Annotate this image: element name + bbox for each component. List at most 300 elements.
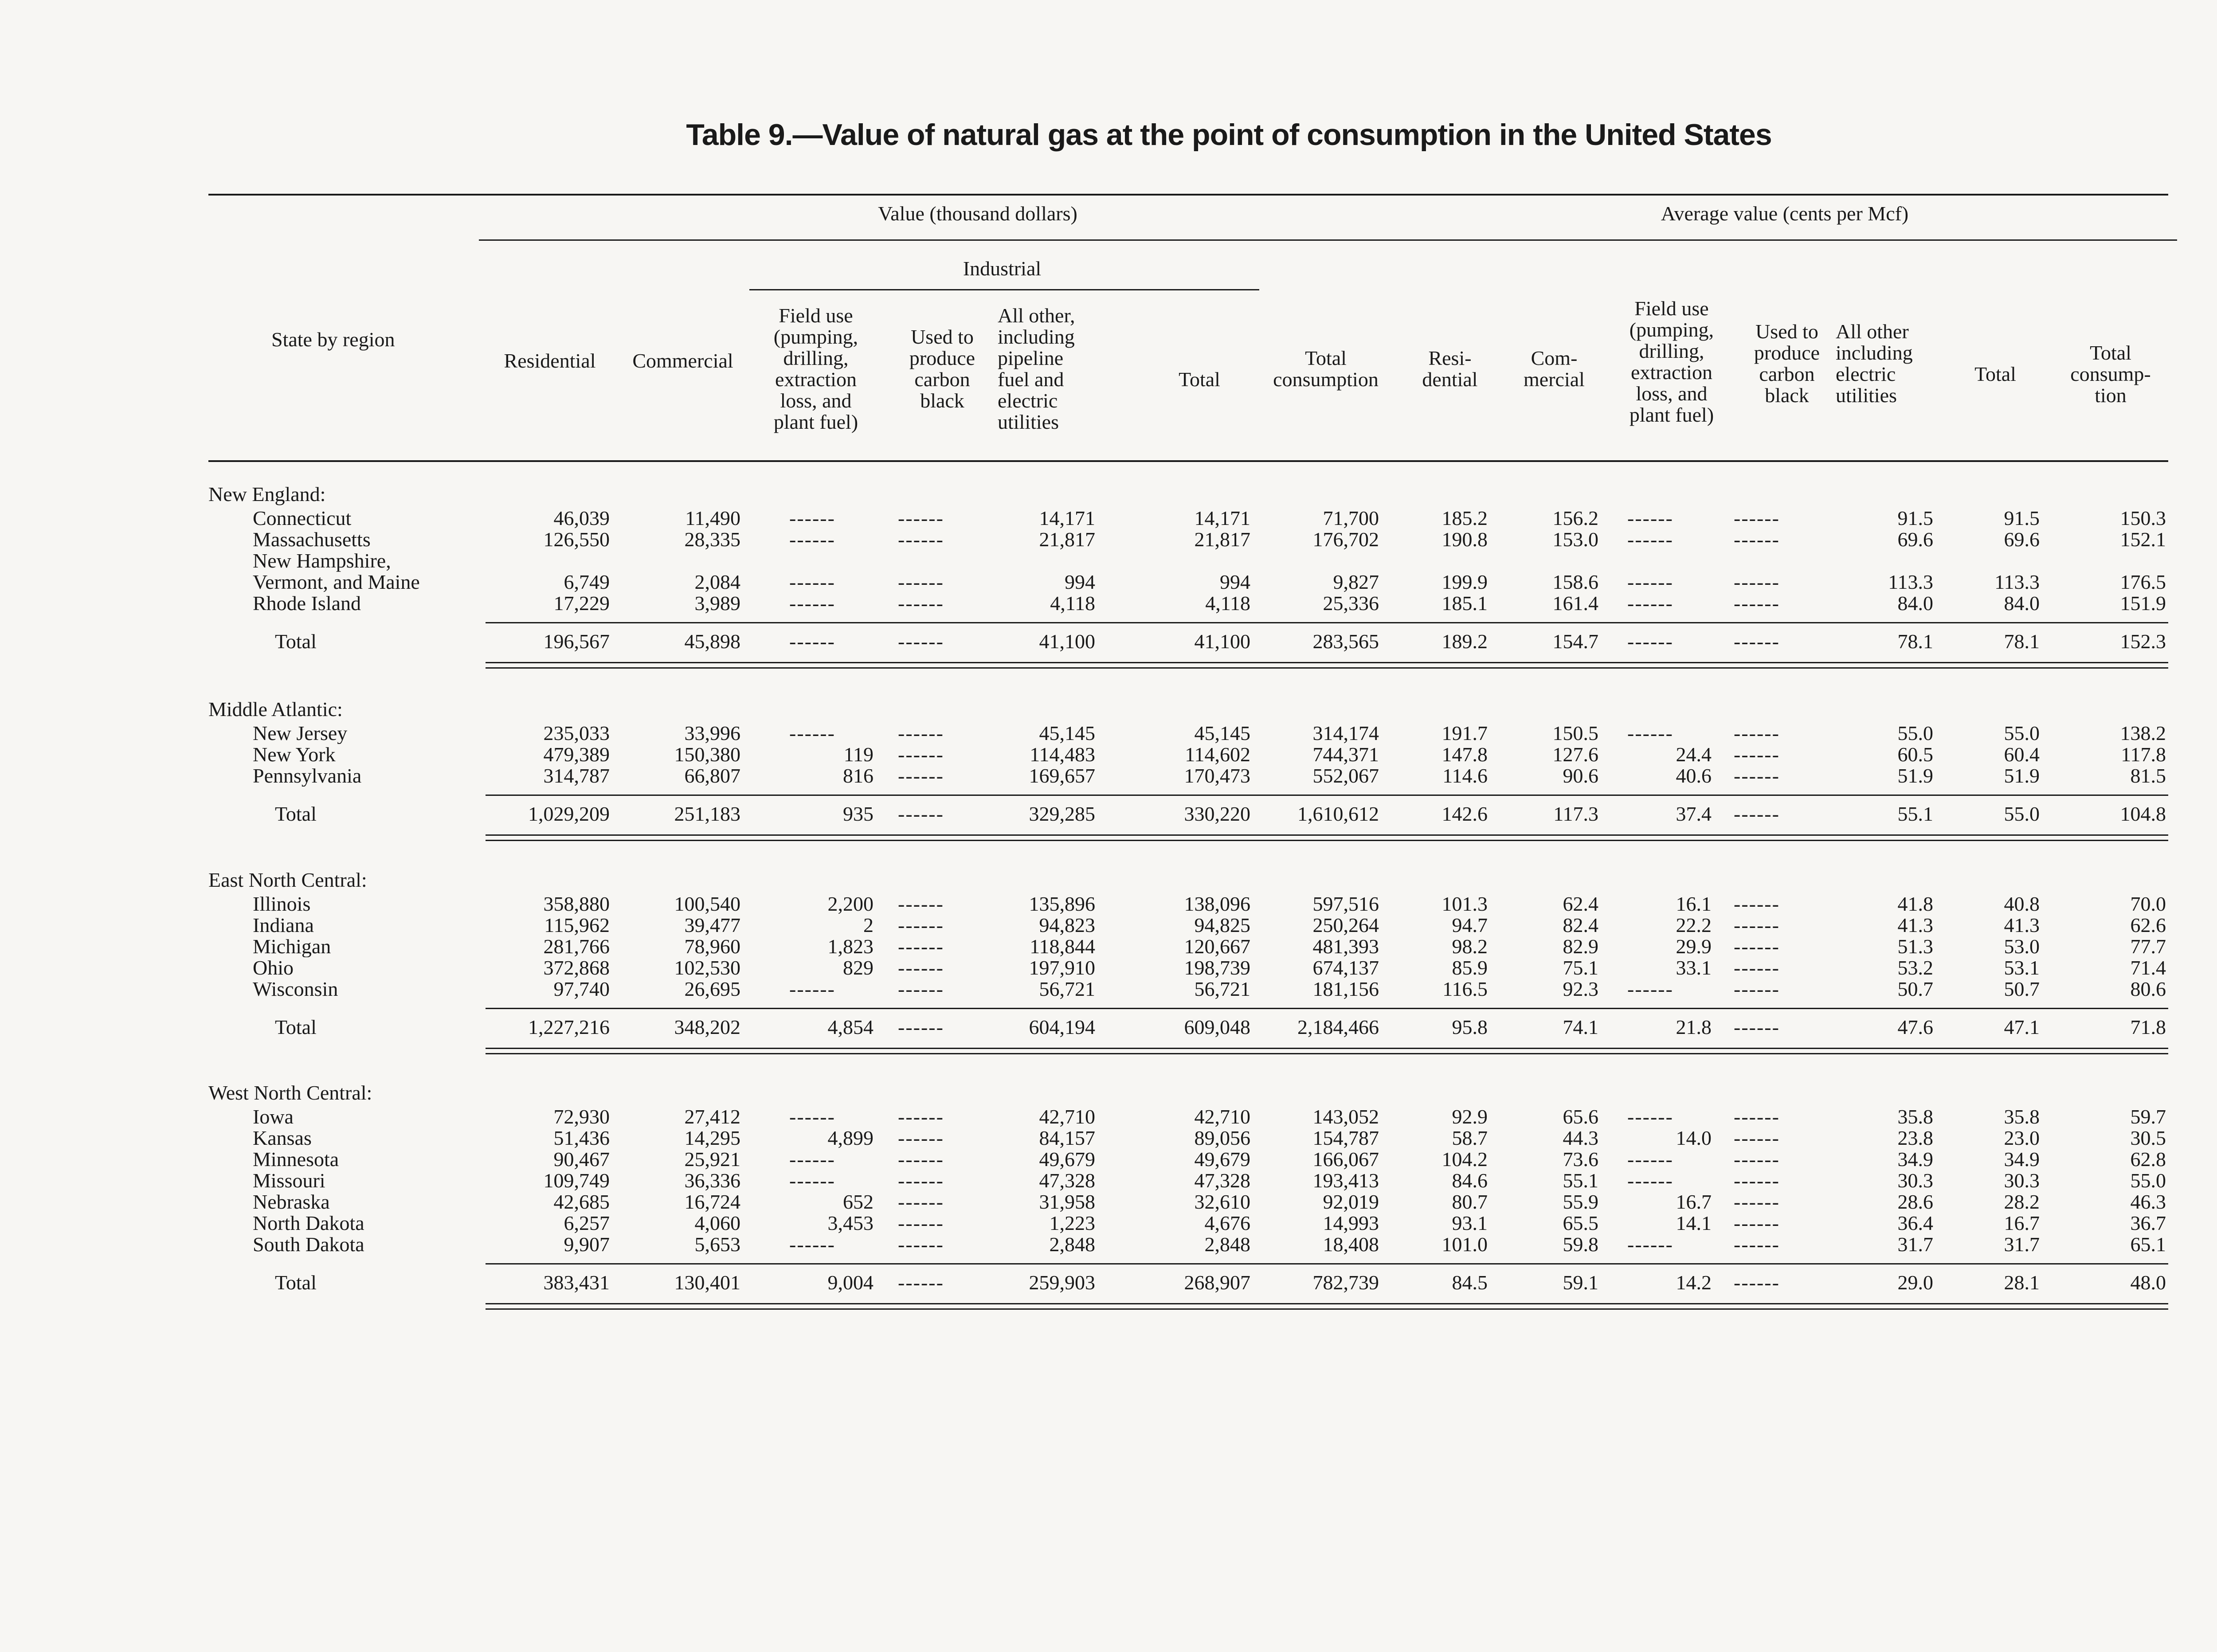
industrial-group-header: Industrial — [963, 257, 1042, 280]
empty-dash-cell: ------ — [1627, 507, 1673, 529]
empty-dash-cell: ------ — [898, 630, 944, 653]
table-cell: 198,739 — [1184, 956, 1250, 979]
header-avg-carbon-black: Used to produce carbon black — [1754, 320, 1820, 407]
empty-dash-cell: ------ — [898, 1233, 944, 1256]
empty-dash-cell: ------ — [1734, 935, 1780, 958]
table-cell: 166,067 — [1312, 1148, 1379, 1170]
state-label: New Jersey — [253, 723, 348, 744]
state-label: Michigan — [253, 936, 331, 957]
table-cell: 46,039 — [553, 507, 610, 529]
empty-dash-cell: ------ — [1734, 571, 1780, 593]
empty-dash-cell: ------ — [789, 507, 835, 529]
empty-dash-cell: ------ — [1734, 743, 1780, 766]
header-avg-field-use: Field use (pumping, drilling, extraction loss, and plant fuel) — [1629, 297, 1714, 426]
table-cell: 22.2 — [1676, 914, 1712, 936]
empty-dash-cell: ------ — [1734, 528, 1780, 551]
table-cell: 114,483 — [1030, 743, 1095, 766]
table-cell: 55.0 — [2130, 1169, 2166, 1192]
state-label: Illinois — [253, 893, 311, 915]
empty-dash-cell: ------ — [898, 1271, 944, 1294]
table-cell: 92.9 — [1452, 1105, 1488, 1128]
empty-dash-cell: ------ — [1734, 978, 1780, 1000]
table-cell: 44.3 — [1563, 1127, 1598, 1149]
region-heading: West North Central: — [208, 1081, 372, 1104]
empty-dash-cell: ------ — [1627, 978, 1673, 1000]
state-label: North Dakota — [253, 1213, 364, 1234]
table-cell: 75.1 — [1563, 956, 1598, 979]
table-cell: 62.8 — [2130, 1148, 2166, 1170]
region-heading: New England: — [208, 483, 326, 505]
empty-dash-cell: ------ — [789, 1169, 835, 1192]
table-cell: 28,335 — [684, 528, 740, 551]
empty-dash-cell: ------ — [1734, 1016, 1780, 1038]
table-cell: 84.0 — [2004, 592, 2040, 615]
total-label: Total — [275, 1017, 317, 1038]
table-cell: 176,702 — [1312, 528, 1379, 551]
table-cell: 330,220 — [1184, 803, 1250, 825]
table-cell: 91.5 — [1897, 507, 1933, 529]
table-cell: 45,898 — [684, 630, 740, 653]
table-cell: 782,739 — [1312, 1271, 1379, 1294]
table-cell: 34.9 — [1897, 1148, 1933, 1170]
state-label: New York — [253, 744, 336, 765]
table-cell: 652 — [843, 1190, 873, 1213]
table-cell: 152.3 — [2120, 630, 2166, 653]
table-cell: 28.6 — [1897, 1190, 1933, 1213]
table-cell: 23.8 — [1897, 1127, 1933, 1149]
table-cell: 14,993 — [1323, 1212, 1379, 1234]
table-cell: 329,285 — [1029, 803, 1095, 825]
table-cell: 48.0 — [2130, 1271, 2166, 1294]
table-cell: 1,227,216 — [528, 1016, 610, 1038]
table-cell: 21.8 — [1676, 1016, 1712, 1038]
table-cell: 120,667 — [1184, 935, 1250, 958]
table-cell: 35.8 — [2004, 1105, 2040, 1128]
table-cell: 170,473 — [1184, 764, 1250, 787]
table-cell: 62.4 — [1563, 893, 1598, 915]
empty-dash-cell: ------ — [789, 592, 835, 615]
empty-dash-cell: ------ — [898, 893, 944, 915]
table-cell: 101.0 — [1441, 1233, 1488, 1256]
state-label: New Hampshire, Vermont, and Maine — [253, 550, 420, 593]
table-cell: 5,653 — [694, 1233, 740, 1256]
empty-dash-cell: ------ — [898, 1127, 944, 1149]
empty-dash-cell: ------ — [789, 722, 835, 744]
table-cell: 169,657 — [1029, 764, 1095, 787]
table-cell: 92,019 — [1323, 1190, 1379, 1213]
table-cell: 58.7 — [1452, 1127, 1488, 1149]
table-cell: 158.6 — [1552, 571, 1598, 593]
table-cell: 29.0 — [1897, 1271, 1933, 1294]
state-label: Indiana — [253, 915, 314, 936]
table-cell: 250,264 — [1312, 914, 1379, 936]
table-cell: 82.4 — [1563, 914, 1598, 936]
table-cell: 251,183 — [674, 803, 740, 825]
table-cell: 153.0 — [1552, 528, 1598, 551]
table-cell: 383,431 — [543, 1271, 610, 1294]
table-cell: 816 — [843, 764, 873, 787]
table-cell: 42,710 — [1039, 1105, 1095, 1128]
table-cell: 348,202 — [674, 1016, 740, 1038]
table-cell: 45,145 — [1039, 722, 1095, 744]
empty-dash-cell: ------ — [898, 1016, 944, 1038]
table-cell: 113.3 — [1994, 571, 2040, 593]
table-cell: 156.2 — [1552, 507, 1598, 529]
table-cell: 1,823 — [827, 935, 873, 958]
empty-dash-cell: ------ — [1734, 592, 1780, 615]
table-cell: 104.8 — [2120, 803, 2166, 825]
average-group-header: Average value (cents per Mcf) — [1661, 202, 1909, 225]
table-cell: 84.5 — [1452, 1271, 1488, 1294]
table-cell: 24.4 — [1676, 743, 1712, 766]
table-cell: 3,989 — [694, 592, 740, 615]
empty-dash-cell: ------ — [789, 1233, 835, 1256]
table-cell: 138,096 — [1184, 893, 1250, 915]
table-cell: 36.4 — [1897, 1212, 1933, 1234]
empty-dash-cell: ------ — [1627, 1148, 1673, 1170]
table-cell: 65.5 — [1563, 1212, 1598, 1234]
empty-dash-cell: ------ — [1734, 893, 1780, 915]
table-cell: 314,787 — [543, 764, 610, 787]
header-all-other: All other, including pipeline fuel and electric utilities — [998, 304, 1075, 433]
header-total: Total — [1179, 368, 1220, 391]
table-cell: 41,100 — [1039, 630, 1095, 653]
table-cell: 36,336 — [684, 1169, 740, 1192]
table-cell: 53.0 — [2004, 935, 2040, 958]
table-cell: 33.1 — [1676, 956, 1712, 979]
table-cell: 126,550 — [543, 528, 610, 551]
table-cell: 41,100 — [1194, 630, 1250, 653]
header-avg-all-other: All other including electric utilities — [1836, 320, 1913, 407]
subtotal-rule — [486, 1263, 2168, 1264]
table-cell: 90.6 — [1563, 764, 1598, 787]
header-avg-residential: Resi- dential — [1422, 347, 1478, 391]
table-cell: 14.2 — [1676, 1271, 1712, 1294]
header-carbon-black: Used to produce carbon black — [909, 325, 975, 412]
empty-dash-cell: ------ — [789, 978, 835, 1000]
table-cell: 18,408 — [1323, 1233, 1379, 1256]
table-cell: 16.7 — [1676, 1190, 1712, 1213]
table-cell: 60.5 — [1897, 743, 1933, 766]
region-end-rule — [486, 1308, 2168, 1310]
table-cell: 11,490 — [685, 507, 740, 529]
table-cell: 994 — [1065, 571, 1095, 593]
table-cell: 138.2 — [2120, 722, 2166, 744]
table-cell: 59.8 — [1563, 1233, 1598, 1256]
state-label: Connecticut — [253, 508, 352, 529]
header-bottom-rule — [208, 460, 2168, 462]
table-cell: 37.4 — [1676, 803, 1712, 825]
table-cell: 2,848 — [1204, 1233, 1250, 1256]
table-cell: 51,436 — [553, 1127, 610, 1149]
table-cell: 552,067 — [1312, 764, 1379, 787]
total-label: Total — [275, 631, 317, 652]
table-cell: 114.6 — [1442, 764, 1488, 787]
table-cell: 90,467 — [553, 1148, 610, 1170]
table-cell: 1,223 — [1049, 1212, 1095, 1234]
region-heading: East North Central: — [208, 869, 367, 891]
table-cell: 42,710 — [1194, 1105, 1250, 1128]
table-cell: 73.6 — [1563, 1148, 1598, 1170]
empty-dash-cell: ------ — [1627, 571, 1673, 593]
region-end-rule — [486, 667, 2168, 669]
table-cell: 197,910 — [1029, 956, 1095, 979]
empty-dash-cell: ------ — [1627, 528, 1673, 551]
empty-dash-cell: ------ — [1734, 1233, 1780, 1256]
table-cell: 49,679 — [1194, 1148, 1250, 1170]
state-label: Pennsylvania — [253, 765, 362, 787]
table-cell: 14.0 — [1676, 1127, 1712, 1149]
table-cell: 674,137 — [1312, 956, 1379, 979]
header-total-consumption: Total consumption — [1273, 347, 1379, 391]
empty-dash-cell: ------ — [1734, 1105, 1780, 1128]
table-cell: 55.1 — [1563, 1169, 1598, 1192]
empty-dash-cell: ------ — [898, 528, 944, 551]
table-cell: 127.6 — [1552, 743, 1598, 766]
header-avg-total: Total — [1974, 363, 2016, 385]
table-cell: 314,174 — [1312, 722, 1379, 744]
region-end-rule — [486, 834, 2168, 836]
table-cell: 46.3 — [2130, 1190, 2166, 1213]
subtotal-rule — [486, 1008, 2168, 1009]
empty-dash-cell: ------ — [898, 592, 944, 615]
table-cell: 45,145 — [1194, 722, 1250, 744]
empty-dash-cell: ------ — [1734, 1148, 1780, 1170]
table-cell: 142.6 — [1441, 803, 1488, 825]
empty-dash-cell: ------ — [898, 956, 944, 979]
table-cell: 268,907 — [1184, 1271, 1250, 1294]
top-rule — [208, 194, 2168, 196]
table-cell: 16.1 — [1676, 893, 1712, 915]
table-cell: 69.6 — [2004, 528, 2040, 551]
empty-dash-cell: ------ — [1734, 764, 1780, 787]
table-cell: 9,907 — [564, 1233, 610, 1256]
table-cell: 42,685 — [553, 1190, 610, 1213]
table-cell: 28.1 — [2004, 1271, 2040, 1294]
table-cell: 4,854 — [827, 1016, 873, 1038]
table-cell: 69.6 — [1897, 528, 1933, 551]
table-cell: 113.3 — [1888, 571, 1933, 593]
table-cell: 259,903 — [1029, 1271, 1095, 1294]
state-label: Kansas — [253, 1127, 312, 1149]
table-cell: 78.1 — [1897, 630, 1933, 653]
table-cell: 2,200 — [827, 893, 873, 915]
state-label: South Dakota — [253, 1234, 364, 1255]
table-cell: 25,336 — [1323, 592, 1379, 615]
table-cell: 56,721 — [1039, 978, 1095, 1000]
table-cell: 2,084 — [694, 571, 740, 593]
empty-dash-cell: ------ — [1627, 592, 1673, 615]
table-cell: 91.5 — [2004, 507, 2040, 529]
table-cell: 372,868 — [543, 956, 610, 979]
empty-dash-cell: ------ — [898, 1169, 944, 1192]
table-cell: 119 — [843, 743, 873, 766]
table-cell: 104.2 — [1441, 1148, 1488, 1170]
table-cell: 100,540 — [674, 893, 740, 915]
table-title: Table 9.—Value of natural gas at the point of consumption in the United States — [686, 118, 1772, 152]
table-cell: 70.0 — [2130, 893, 2166, 915]
table-cell: 176.5 — [2120, 571, 2166, 593]
table-cell: 33,996 — [684, 722, 740, 744]
table-cell: 135,896 — [1029, 893, 1095, 915]
table-cell: 185.2 — [1441, 507, 1488, 529]
table-cell: 94,825 — [1194, 914, 1250, 936]
table-cell: 84.6 — [1452, 1169, 1488, 1192]
industrial-rule — [749, 289, 1259, 290]
table-cell: 994 — [1220, 571, 1250, 593]
table-cell: 65.1 — [2130, 1233, 2166, 1256]
table-cell: 51.3 — [1897, 935, 1933, 958]
empty-dash-cell: ------ — [898, 764, 944, 787]
table-cell: 147.8 — [1441, 743, 1488, 766]
empty-dash-cell: ------ — [789, 630, 835, 653]
table-cell: 98.2 — [1452, 935, 1488, 958]
table-cell: 102,530 — [674, 956, 740, 979]
table-cell: 34.9 — [2004, 1148, 2040, 1170]
table-cell: 2,848 — [1049, 1233, 1095, 1256]
table-cell: 40.6 — [1676, 764, 1712, 787]
total-label: Total — [275, 1272, 317, 1293]
state-label: Missouri — [253, 1170, 325, 1191]
table-cell: 78.1 — [2004, 630, 2040, 653]
table-cell: 56,721 — [1194, 978, 1250, 1000]
state-label: Nebraska — [253, 1191, 330, 1213]
empty-dash-cell: ------ — [1734, 722, 1780, 744]
table-cell: 21,817 — [1194, 528, 1250, 551]
table-cell: 101.3 — [1441, 893, 1488, 915]
table-cell: 4,118 — [1205, 592, 1250, 615]
table-cell: 16.7 — [2004, 1212, 2040, 1234]
table-cell: 185.1 — [1441, 592, 1488, 615]
table-cell: 35.8 — [1897, 1105, 1933, 1128]
table-cell: 53.2 — [1897, 956, 1933, 979]
empty-dash-cell: ------ — [1734, 630, 1780, 653]
table-cell: 235,033 — [543, 722, 610, 744]
region-heading: Middle Atlantic: — [208, 698, 343, 720]
table-cell: 93.1 — [1452, 1212, 1488, 1234]
empty-dash-cell: ------ — [1627, 630, 1673, 653]
empty-dash-cell: ------ — [1734, 1169, 1780, 1192]
table-cell: 97,740 — [553, 978, 610, 1000]
table-cell: 30.5 — [2130, 1127, 2166, 1149]
table-cell: 154.7 — [1552, 630, 1598, 653]
table-cell: 4,118 — [1050, 592, 1095, 615]
table-cell: 65.6 — [1563, 1105, 1598, 1128]
table-cell: 51.9 — [1897, 764, 1933, 787]
table-cell: 95.8 — [1452, 1016, 1488, 1038]
table-cell: 14,171 — [1194, 507, 1250, 529]
table-cell: 31,958 — [1039, 1190, 1095, 1213]
table-cell: 62.6 — [2130, 914, 2166, 936]
table-cell: 14.1 — [1676, 1212, 1712, 1234]
table-cell: 25,921 — [684, 1148, 740, 1170]
table-cell: 47.1 — [2004, 1016, 2040, 1038]
table-cell: 14,295 — [684, 1127, 740, 1149]
empty-dash-cell: ------ — [898, 1190, 944, 1213]
empty-dash-cell: ------ — [1627, 1233, 1673, 1256]
table-cell: 6,257 — [564, 1212, 610, 1234]
table-cell: 85.9 — [1452, 956, 1488, 979]
table-cell: 41.8 — [1897, 893, 1933, 915]
table-cell: 281,766 — [543, 935, 610, 958]
table-cell: 190.8 — [1441, 528, 1488, 551]
region-end-rule — [486, 1048, 2168, 1049]
header-commercial: Commercial — [632, 349, 733, 372]
table-cell: 55.9 — [1563, 1190, 1598, 1213]
table-cell: 609,048 — [1184, 1016, 1250, 1038]
table-cell: 1,610,612 — [1297, 803, 1379, 825]
table-cell: 4,060 — [694, 1212, 740, 1234]
table-cell: 14,171 — [1039, 507, 1095, 529]
table-cell: 77.7 — [2130, 935, 2166, 958]
empty-dash-cell: ------ — [1734, 1190, 1780, 1213]
table-cell: 744,371 — [1312, 743, 1379, 766]
table-cell: 21,817 — [1039, 528, 1095, 551]
table-cell: 82.9 — [1563, 935, 1598, 958]
table-cell: 181,156 — [1312, 978, 1379, 1000]
table-cell: 26,695 — [684, 978, 740, 1000]
header-field-use: Field use (pumping, drilling, extraction loss, and plant fuel) — [773, 304, 858, 433]
table-cell: 481,393 — [1312, 935, 1379, 958]
table-cell: 150,380 — [674, 743, 740, 766]
table-cell: 47,328 — [1194, 1169, 1250, 1192]
table-cell: 118,844 — [1030, 935, 1095, 958]
table-cell: 189.2 — [1441, 630, 1488, 653]
subtotal-rule — [486, 795, 2168, 796]
table-cell: 829 — [843, 956, 873, 979]
table-cell: 27,412 — [684, 1105, 740, 1128]
table-cell: 72,930 — [553, 1105, 610, 1128]
table-cell: 41.3 — [1897, 914, 1933, 936]
table-cell: 9,004 — [827, 1271, 873, 1294]
table-cell: 53.1 — [2004, 956, 2040, 979]
table-cell: 55.0 — [2004, 803, 2040, 825]
table-cell: 59.7 — [2130, 1105, 2166, 1128]
table-cell: 31.7 — [2004, 1233, 2040, 1256]
empty-dash-cell: ------ — [1627, 1169, 1673, 1192]
empty-dash-cell: ------ — [1734, 507, 1780, 529]
table-cell: 78,960 — [684, 935, 740, 958]
empty-dash-cell: ------ — [898, 1212, 944, 1234]
table-cell: 41.3 — [2004, 914, 2040, 936]
table-cell: 60.4 — [2004, 743, 2040, 766]
table-cell: 2 — [863, 914, 873, 936]
table-cell: 84,157 — [1039, 1127, 1095, 1149]
region-end-rule — [486, 1053, 2168, 1054]
table-cell: 9,827 — [1333, 571, 1379, 593]
table-cell: 30.3 — [2004, 1169, 2040, 1192]
empty-dash-cell: ------ — [1734, 956, 1780, 979]
table-cell: 150.5 — [1552, 722, 1598, 744]
table-cell: 55.0 — [2004, 722, 2040, 744]
table-cell: 117.3 — [1553, 803, 1598, 825]
table-cell: 80.6 — [2130, 978, 2166, 1000]
table-cell: 50.7 — [1897, 978, 1933, 1000]
empty-dash-cell: ------ — [898, 978, 944, 1000]
empty-dash-cell: ------ — [898, 507, 944, 529]
table-cell: 32,610 — [1194, 1190, 1250, 1213]
table-cell: 479,389 — [543, 743, 610, 766]
table-cell: 4,676 — [1204, 1212, 1250, 1234]
empty-dash-cell: ------ — [1734, 1212, 1780, 1234]
table-cell: 71,700 — [1323, 507, 1379, 529]
table-cell: 161.4 — [1552, 592, 1598, 615]
table-cell: 94,823 — [1039, 914, 1095, 936]
table-cell: 31.7 — [1897, 1233, 1933, 1256]
table-cell: 80.7 — [1452, 1190, 1488, 1213]
group-rule — [479, 239, 2177, 241]
table-cell: 151.9 — [2120, 592, 2166, 615]
